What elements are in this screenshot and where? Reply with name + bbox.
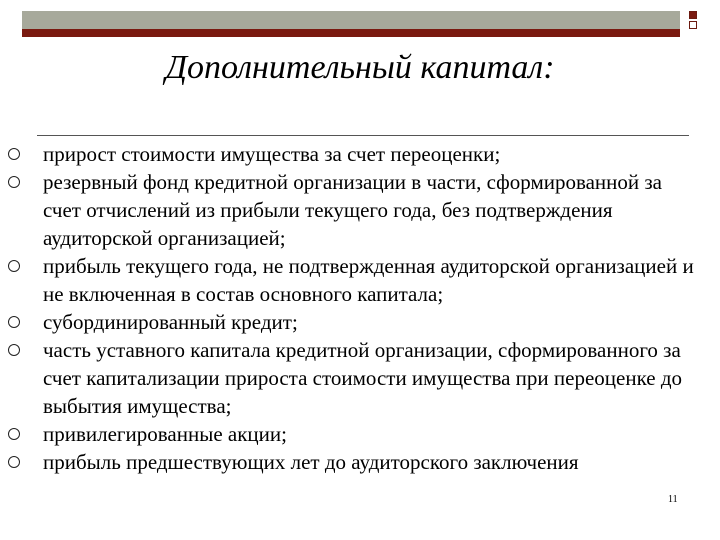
- list-item: [0, 140, 720, 168]
- bullet-list: [0, 140, 720, 476]
- list-item-text: субординированный кредит;: [43, 310, 298, 334]
- list-item-text: привилегированные акции;: [43, 422, 287, 446]
- header-accent-rule: [22, 29, 680, 37]
- circle-bullet-icon: [8, 456, 20, 468]
- circle-bullet-icon: [8, 148, 20, 160]
- header-band: [22, 11, 680, 29]
- circle-bullet-icon: [8, 176, 20, 188]
- list-item: [0, 420, 720, 448]
- list-item-text: часть уставного капитала кредитной организации, сформированного за счет капитализации прироста стоимости имущества при переоценке до выбытия имущества;: [43, 338, 683, 418]
- list-item-text: резервный фонд кредитной организации в части, сформированной за счет отчислений из прибыли текущего года, без подтверждения аудиторской организацией;: [43, 170, 663, 250]
- circle-bullet-icon: [8, 344, 20, 356]
- circle-bullet-icon: [8, 316, 20, 328]
- list-item-text: прибыль текущего года, не подтвержденная аудиторской организацией и не включенная в состав основного капитала;: [43, 254, 694, 306]
- slide-number: 11: [668, 494, 678, 505]
- corner-square-filled: [689, 11, 697, 19]
- circle-bullet-icon: [8, 260, 20, 272]
- list-item: [0, 336, 720, 420]
- list-item-text: прибыль предшествующих лет до аудиторского заключения: [43, 450, 579, 474]
- list-item: [0, 252, 720, 308]
- title-underline: [37, 135, 689, 136]
- circle-bullet-icon: [8, 428, 20, 440]
- list-item: [0, 168, 720, 252]
- list-item: [0, 448, 720, 476]
- list-item-text: прирост стоимости имущества за счет переоценки;: [43, 142, 501, 166]
- list-item: [0, 308, 720, 336]
- corner-square-outline: [689, 21, 697, 29]
- slide-title: Дополнительный капитал:: [165, 49, 555, 86]
